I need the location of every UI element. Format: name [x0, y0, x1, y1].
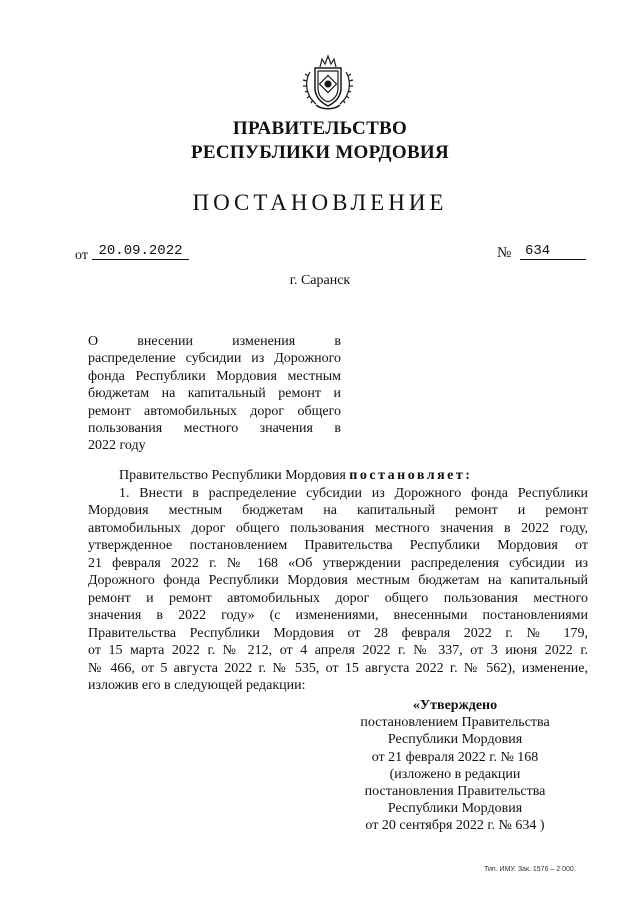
approval-line: от 20 сентября 2022 г. № 634 ): [365, 818, 545, 834]
body-line: значения в 2022 году» (с изменениями, внесенными постановлениями: [88, 608, 588, 623]
body-intro: Правительство Республики Мордовия: [119, 468, 346, 483]
body-line: Дорожного фонда Республики Мордовия местным бюджетам на капитальный: [88, 573, 588, 588]
coat-of-arms-icon: [300, 50, 356, 114]
government-title-line-1: ПРАВИТЕЛЬСТВО: [232, 118, 408, 139]
number-prefix: №: [497, 245, 512, 261]
body-line: автомобильных дорог общего пользования местного значения в 2022 году,: [88, 520, 588, 536]
decree-word: постановляет:: [349, 468, 473, 483]
subject-line: ремонт автомобильных дорог общего: [88, 403, 341, 419]
approval-line: от 21 февраля 2022 г. № 168: [371, 749, 539, 765]
body-line: утвержденное постановлением Правительства Республики Мордовия от: [88, 538, 588, 553]
subject-line: бюджетам на капитальный ремонт и: [88, 386, 341, 402]
body-line: изложив его в следующей редакции:: [88, 678, 306, 693]
body-line: Правительства Республики Мордовия от 28 февраля 2022 г. № 179,: [88, 625, 588, 641]
body-line: от 15 марта 2022 г. № 212, от 4 апреля 2022 г. № 337, от 3 июня 2022 г.: [88, 643, 588, 658]
document-type-title: ПОСТАНОВЛЕНИЕ: [192, 190, 448, 215]
subject-line: распределение субсидии из Дорожного: [88, 351, 341, 367]
body-line: Мордовия местным бюджетам на капитальный ремонт и ремонт: [88, 503, 588, 518]
approval-block: [350, 697, 560, 835]
body-intro-line: [88, 467, 588, 485]
subject-line: фонда Республики Мордовия местным: [88, 368, 341, 384]
approval-line: Республики Мордовия: [387, 801, 523, 817]
government-title-line-2: РЕСПУБЛИКИ МОРДОВИЯ: [190, 142, 450, 163]
approval-line: Республики Мордовия: [387, 732, 523, 748]
document-number: 634: [520, 243, 586, 260]
body-line: ремонт и ремонт автомобильных дорог общего пользования местного: [88, 590, 588, 606]
subject-line: О внесении изменения в: [88, 334, 341, 349]
city-line: г. Саранск: [289, 273, 351, 288]
subject-line: пользования местного значения в: [88, 421, 341, 437]
document-date: 20.09.2022: [92, 243, 189, 260]
approval-title: «Утверждено: [412, 698, 498, 713]
date-prefix: от: [75, 248, 88, 263]
document-subject: [88, 333, 341, 455]
approval-line: постановления Правительства: [364, 784, 546, 800]
body-line: 1. Внести в распределение субсидии из Дорожного фонда Республики: [119, 485, 588, 501]
subject-line: 2022 году: [88, 438, 146, 454]
approval-line: постановлением Правительства: [360, 715, 550, 731]
body-line: 21 февраля 2022 г. № 168 «Об утверждении распределения субсидии из: [88, 555, 588, 571]
body-line: № 466, от 5 августа 2022 г. № 535, от 15 августа 2022 г. № 562), изменение,: [88, 660, 588, 676]
document-body: [88, 467, 588, 695]
approval-line: (изложено в редакции: [389, 766, 521, 782]
print-info: Тип. ИМУ. Зак. 1576 – 2 000.: [484, 866, 576, 873]
